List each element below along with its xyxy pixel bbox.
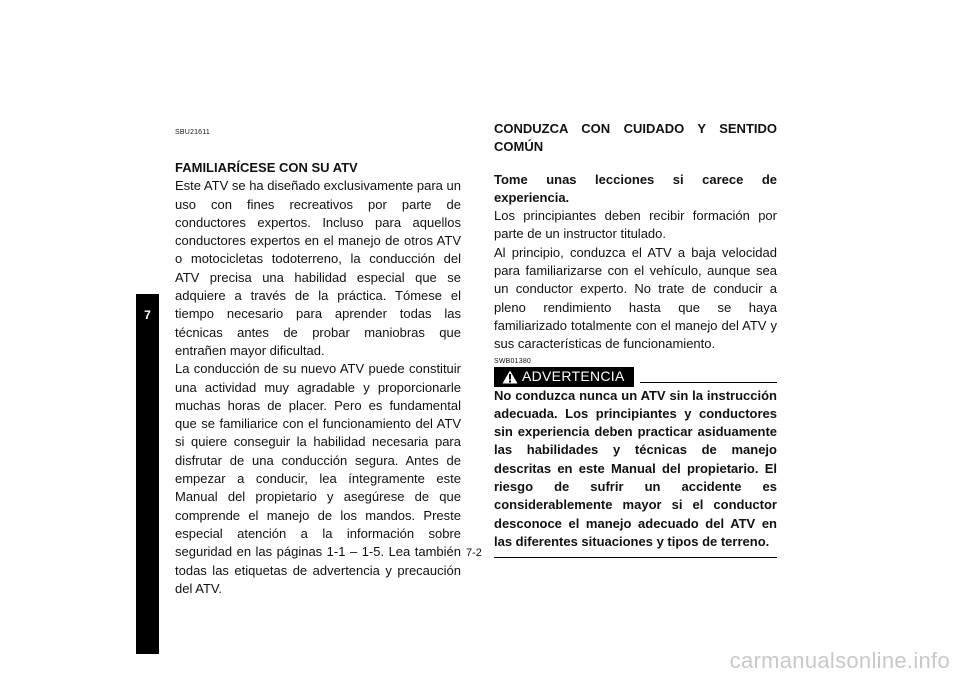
section-code: SBU21611 [175, 129, 210, 136]
warning-rule [640, 382, 777, 383]
page-number: 7-2 [466, 547, 482, 559]
right-column [494, 120, 777, 558]
watermark: carmanualsonline.info [729, 648, 950, 673]
subheading: Tome unas lecciones si carece de experiencia. [494, 171, 777, 205]
warning-text: No conduzca nunca un ATV sin la instrucción adecuada. Los principiantes y conductores sin experiencia deben practicar asiduamente las habilidades y técnicas de manejo descritas en este Manual del propietario. El riesgo de sufrir un accidente es considerablemente mayor si el conductor desconoce el manejo adecuado del ATV en las diferentes situaciones y tipos de terreno. [494, 387, 777, 559]
chapter-tab [136, 294, 159, 654]
warning-triangle-icon [502, 370, 518, 384]
warning-label: ADVERTENCIA [522, 368, 625, 385]
paragraph: Los principiantes deben recibir formación por parte de un instructor titulado. [494, 208, 777, 242]
warning-code: SWB01380 [494, 357, 532, 365]
paragraph: La conducción de su nuevo ATV puede constituir una actividad muy agradable y proporcionarle muchas horas de placer. Pero es fundamental que se familiarice con el funcionamiento del ATV si quiere conseguir la habilidad necesaria para disfrutar de una conducción segura. Antes de empezar a conducir, lea íntegramente este Manual del propietario y asegúrese de que comprende el manejo de los mandos. Preste especial atención a la información sobre seguridad en las páginas 1-1 – 1-5. Lea también todas las etiquetas de advertencia y precaución del ATV. [175, 361, 461, 596]
warning-block [494, 357, 777, 559]
chapter-number: 7 [144, 308, 151, 322]
warning-badge [494, 367, 634, 387]
section-heading: FAMILIARÍCESE CON SU ATV [175, 160, 358, 175]
section-heading: CONDUZCA CON CUIDADO Y SENTIDO COMÚN [494, 121, 777, 155]
paragraph: Este ATV se ha diseñado exclusivamente para un uso con fines recreativos por parte de conductores expertos. Incluso para aquellos conductores expertos en el manejo de otros ATV o motocicletas todoterreno, la conducción del ATV precisa una habilidad especial que se adquiere a través de la práctica. Tómese el tiempo necesario para aprender todas las técnicas antes de probar maniobras que entrañen mayor dificultad. [175, 178, 461, 358]
left-column [175, 121, 461, 598]
paragraph: Al principio, conduzca el ATV a baja velocidad para familiarizarse con el vehículo, aunque sea un conductor experto. No trate de conducir a pleno rendimiento hasta que se haya familiarizado totalmente con el manejo del ATV y sus características de funcionamiento. [494, 244, 777, 352]
warning-header [494, 367, 777, 387]
section-code-wrapper [175, 121, 461, 159]
